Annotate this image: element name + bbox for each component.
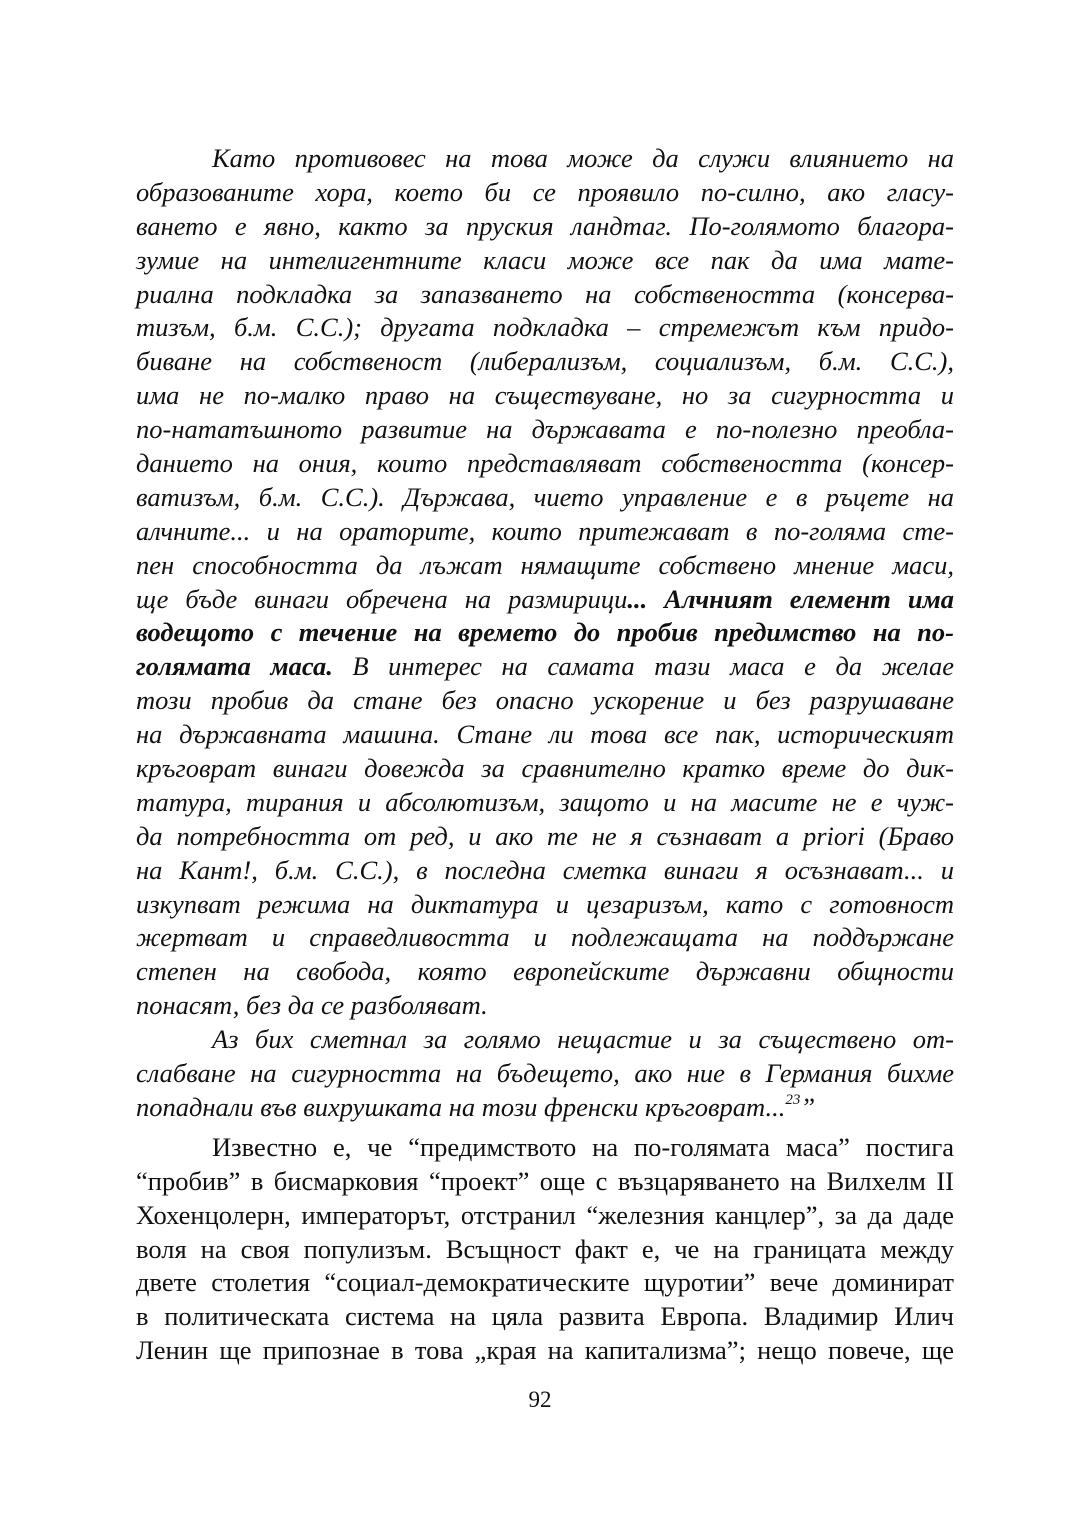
text-line: Известно е, че “предимството на по-голямата маса” постига bbox=[212, 1131, 954, 1162]
text-line: Като противовес на това може да служи влиянието на bbox=[212, 143, 954, 173]
text-line: жертват и справедливостта и подлежащата на поддържане bbox=[136, 922, 954, 953]
text-line-footnote bbox=[136, 1091, 954, 1125]
text-line: ватизъм, б.м. С.С.). Държава, чието управление е в ръцете на bbox=[136, 481, 954, 512]
closing-quote: ” bbox=[800, 1091, 816, 1122]
page-number: 92 bbox=[528, 1387, 552, 1412]
quote-block bbox=[136, 142, 954, 1125]
text-line: в политическата система на цяла развита Европа. Владимир Илич bbox=[136, 1301, 954, 1332]
text-line: “пробив” в бисмарковия “проект” още с възцаряването на Вилхелм II bbox=[136, 1165, 954, 1196]
text-line: изкупват режима на диктатура и цезаризъм, като с готовност bbox=[136, 888, 954, 919]
bold-segment: водещото с течение на времето до пробив предимство на по- bbox=[136, 617, 954, 648]
text-line: данието на ония, които представляват собствеността (консер- bbox=[136, 448, 954, 479]
text-line: биване на собственост (либерализъм, социализъм, б.м. С.С.), bbox=[136, 346, 954, 377]
text-line: слабване на сигурността на бъдещето, ако ние в Германия бихме bbox=[136, 1058, 954, 1089]
text-line: кръговрат винаги довежда за сравнително кратко време до дик- bbox=[136, 753, 954, 784]
text-line: алчните... и на ораторите, които притежават в по-голяма сте- bbox=[136, 515, 954, 546]
text-segment: ще бъде винаги обречена на размирици bbox=[136, 583, 628, 614]
text-line: ването е явно, както за пруския ландтаг. По-голямото благора- bbox=[136, 210, 954, 241]
bold-segment: голямата маса. bbox=[136, 651, 333, 682]
bold-segment: ... Алчният елемент има bbox=[627, 583, 954, 614]
text-line: Хохенцолерн, императорът, отстранил “железния канцлер”, за да даде bbox=[136, 1199, 954, 1230]
text-line: тизъм, б.м. С.С.); другата подкладка – стремежът към придо- bbox=[136, 312, 954, 343]
footnote-ref[interactable]: 23 bbox=[785, 1091, 801, 1108]
text-line: образованите хора, което би се проявило по-силно, ако гласу- bbox=[136, 176, 954, 207]
text-segment: В интерес на самата тази маса е да желае bbox=[332, 651, 954, 682]
text-line: степен на свобода, която европейските държавни общности bbox=[136, 956, 954, 987]
text-line-mixed bbox=[136, 583, 954, 617]
text-line: този пробив да стане без опасно ускорение и без разрушаване bbox=[136, 685, 954, 716]
text-line-bold bbox=[136, 616, 954, 650]
text-line: зумие на интелигентните класи може все пак да има мате- bbox=[136, 244, 954, 275]
text-line-mixed bbox=[136, 650, 954, 684]
text-line: риална подкладка за запазването на собствеността (консерва- bbox=[136, 278, 954, 309]
text-line: да потребността от ред, и ако те не я съзнават a priori (Браво bbox=[136, 820, 954, 851]
text-line: на държавната машина. Стане ли това все пак, историческият bbox=[136, 719, 954, 750]
text-line: пен способността да лъжат нямащите собствено мнение маси, bbox=[136, 549, 954, 580]
text-segment: попаднали във вихрушката на този френски кръговрат... bbox=[136, 1091, 786, 1122]
main-paragraph bbox=[136, 1131, 954, 1368]
text-line: има не по-малко право на съществуване, но за сигурността и bbox=[136, 380, 954, 411]
text-line: Аз бих сметнал за голямо нещастие и за съществено от- bbox=[212, 1024, 954, 1055]
text-line: на Кант!, б.м. С.С.), в последна сметка винаги я осъзнават... и bbox=[136, 854, 954, 885]
text-line: воля на своя популизъм. Всъщност факт е, че на границата между bbox=[136, 1233, 954, 1264]
text-line: двете столетия “социал-демократическите щуротии” вече доминират bbox=[136, 1267, 954, 1298]
page-body bbox=[136, 142, 954, 1368]
text-line: татура, тирания и абсолютизъм, защото и на масите не е чуж- bbox=[136, 786, 954, 817]
text-line: Ленин ще припознае в това „края на капитализма”; нещо повече, ще bbox=[136, 1335, 954, 1366]
text-line: по-нататъшното развитие на държавата е по-полезно преобла- bbox=[136, 414, 954, 445]
text-line: понасят, без да се разболяват. bbox=[136, 990, 488, 1021]
